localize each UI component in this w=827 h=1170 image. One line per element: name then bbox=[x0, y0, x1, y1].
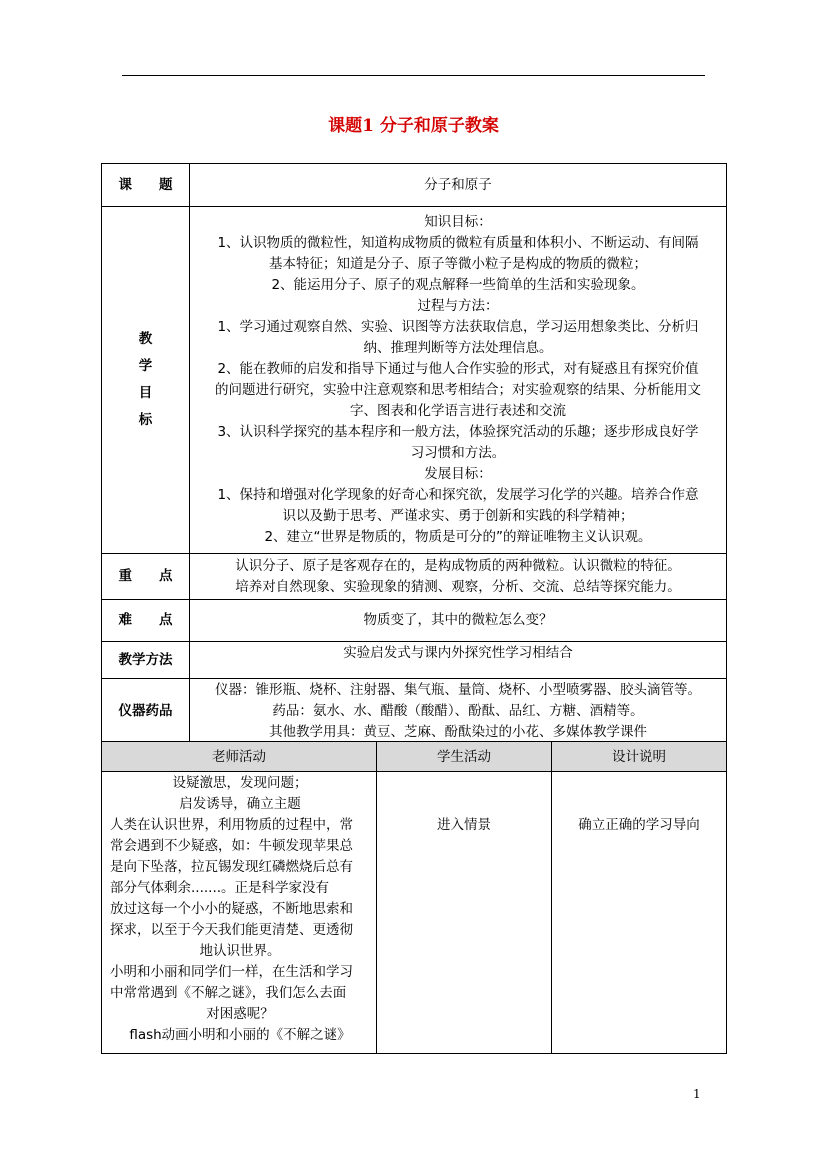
activity-row bbox=[102, 772, 727, 1054]
goal-line: 知识目标： bbox=[424, 214, 492, 230]
header-student: 学生活动 bbox=[377, 742, 552, 772]
label-key-points: 重 点 bbox=[102, 554, 190, 600]
goal-line: 2、能运用分子、原子的观点解释一些简单的生活和实验现象。 bbox=[271, 277, 645, 293]
label-goals: 教 学 目 标 bbox=[102, 207, 190, 554]
equipment-content: 仪器：锥形瓶、烧杯、注射器、集气瓶、量筒、烧杯、小型喷雾器、胶头滴管等。 药品：氨水、水、醋酸（酸醋）、酚酞、品红、方糖、酒精等。 其他教学用具：黄豆、芝麻、酚酞染过的小花、多媒体教学课件 bbox=[190, 679, 727, 744]
goal-line: 习习惯和方法。 bbox=[410, 445, 506, 461]
row-difficulty bbox=[102, 600, 727, 642]
goal-line: 1、保持和增强对化学现象的好奇心和探究欲，发展学习化学的兴趣。培养合作意 bbox=[217, 487, 699, 503]
goal-line: 发展目标： bbox=[424, 466, 492, 482]
label-equipment: 仪器药品 bbox=[102, 679, 190, 744]
goal-line: 纳、推理判断等方法处理信息。 bbox=[363, 340, 553, 356]
label-difficulty: 难 点 bbox=[102, 600, 190, 642]
design-notes: 确立正确的学习导向 bbox=[552, 772, 727, 1054]
method-content: 实验启发式与课内外探究性学习相结合 bbox=[190, 642, 727, 679]
key-points-content: 认识分子、原子是客观存在的，是构成物质的两种微粒。认识微粒的特征。 培养对自然现象、实验现象的猜测、观察，分析、交流、总结等探究能力。 bbox=[190, 554, 727, 600]
row-topic bbox=[102, 164, 727, 207]
goal-line: 字、图表和化学语言进行表述和交流 bbox=[350, 403, 566, 419]
goal-line: 过程与方法： bbox=[417, 298, 499, 314]
teacher-activity: 设疑激思，发现问题； 启发诱导，确立主题 人类在认识世界，利用物质的过程中，常 常会遇到不少疑惑，如：牛顿发现苹果总 是向下坠落，拉瓦锡发现红磷燃烧后总有 部分气体剩余.......。正是科学家没有 放过这每一个小小的疑惑，不断地思索和 探求，以至于今天我们能更清楚、更透彻 地认识世界。 小明和小丽和同学们一样，在生活和学习 中常常遇到《不解之谜》，我们怎么去面 对困惑呢？ flash动画小明和小丽的《不解之谜》 bbox=[102, 772, 377, 1054]
header-rule bbox=[122, 75, 705, 76]
goal-line: 3、认识科学探究的基本程序和一般方法，体验探究活动的乐趣；逐步形成良好学 bbox=[217, 424, 699, 440]
page-number: 1 bbox=[693, 1087, 701, 1101]
goal-line: 2、能在教师的启发和指导下通过与他人合作实验的形式，对有疑惑且有探究价值 bbox=[217, 361, 699, 377]
row-goals bbox=[102, 207, 727, 554]
difficulty-content: 物质变了，其中的微粒怎么变？ bbox=[190, 600, 727, 642]
goal-line: 识以及勤于思考、严谨求实、勇于创新和实践的科学精神； bbox=[282, 508, 634, 524]
header-teacher: 老师活动 bbox=[102, 742, 377, 772]
page-title: 课题1 分子和原子教案 bbox=[328, 116, 499, 136]
goal-line: 的问题进行研究，实验中注意观察和思考相结合；对实验观察的结果、分析能用文 bbox=[215, 382, 701, 398]
activity-header-row bbox=[102, 742, 727, 772]
goals-content bbox=[190, 207, 727, 554]
row-method bbox=[102, 642, 727, 679]
row-key-points bbox=[102, 554, 727, 600]
goal-line: 基本特征；知道是分子、原子等微小粒子是构成的物质的微粒； bbox=[269, 256, 647, 272]
activity-table bbox=[101, 741, 727, 1054]
lesson-plan-table bbox=[101, 163, 727, 744]
student-activity: 进入情景 bbox=[377, 772, 552, 1054]
row-equipment bbox=[102, 679, 727, 744]
goal-line: 2、建立“世界是物质的，物质是可分的”的辩证唯物主义认识观。 bbox=[264, 529, 652, 545]
header-design: 设计说明 bbox=[552, 742, 727, 772]
topic-content: 分子和原子 bbox=[190, 164, 727, 207]
label-topic: 课 题 bbox=[102, 164, 190, 207]
goal-line: 1、认识物质的微粒性，知道构成物质的微粒有质量和体积小、不断运动、有间隔 bbox=[217, 235, 699, 251]
label-method: 教学方法 bbox=[102, 642, 190, 679]
goal-line: 1、学习通过观察自然、实验、识图等方法获取信息，学习运用想象类比、分析归 bbox=[217, 319, 699, 335]
